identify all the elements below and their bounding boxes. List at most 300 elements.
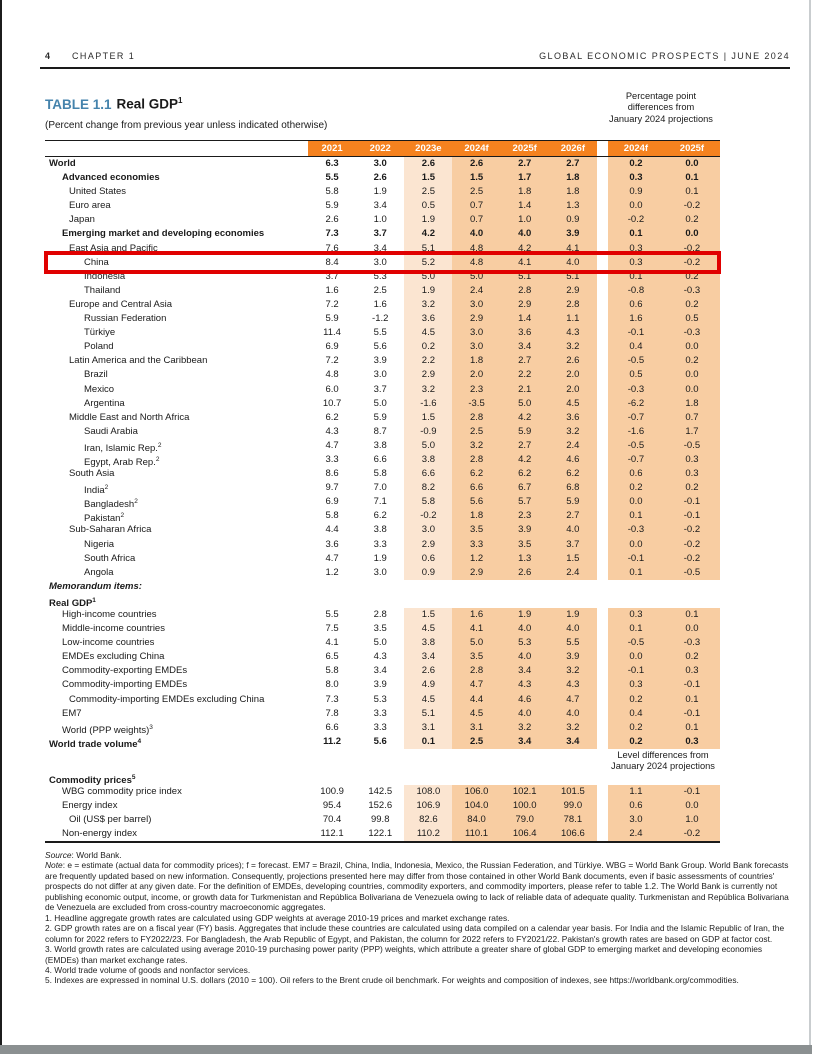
value-cell: 102.1 <box>501 785 549 799</box>
table-row <box>45 453 720 467</box>
table-row <box>45 199 720 213</box>
table-row <box>45 707 720 721</box>
value-cell: 5.0 <box>404 439 452 453</box>
value-cell: 3.7 <box>373 228 387 240</box>
diff-cell: 1.7 <box>664 425 720 439</box>
row-label-sup: 2 <box>104 484 109 492</box>
value-cell: 3.9 <box>549 650 597 664</box>
table-row <box>45 693 720 707</box>
value-cell: 4.0 <box>549 707 597 721</box>
diff-cell: -0.3 <box>608 383 664 397</box>
column-gap <box>597 594 608 608</box>
value-cell: 3.5 <box>373 623 387 635</box>
row-label: High-income countries <box>62 609 157 620</box>
row-label: Middle East and North Africa <box>69 411 190 423</box>
diff-cell: 0.2 <box>608 157 664 171</box>
value-cell: 11.4 <box>323 327 341 339</box>
value-cell: 122.1 <box>368 828 393 840</box>
value-cell: 5.9 <box>501 425 549 439</box>
value-cell: 2.9 <box>404 368 452 382</box>
value-cell: 106.6 <box>549 827 597 841</box>
value-cell: 99.8 <box>370 814 390 826</box>
value-cell: 6.6 <box>325 721 339 733</box>
value-cell: 0.5 <box>404 199 452 213</box>
value-cell: 5.1 <box>501 270 549 284</box>
diff-cell: 0.2 <box>664 354 720 368</box>
value-cell: 4.6 <box>501 693 549 707</box>
diff-cell: -6.2 <box>608 397 664 411</box>
value-cell: 2.2 <box>501 368 549 382</box>
value-cell: 8.4 <box>325 256 339 268</box>
page-number: 4 <box>45 51 51 61</box>
column-gap <box>597 326 608 340</box>
diff-cell: 0.3 <box>664 467 720 481</box>
table-bottom-rule <box>45 841 720 843</box>
value-cell: 3.0 <box>452 298 500 312</box>
table-row <box>45 523 720 537</box>
diff-cell: 0.1 <box>608 227 664 241</box>
value-cell: 2.7 <box>501 157 549 171</box>
value-cell: 5.8 <box>373 468 387 480</box>
column-gap <box>597 721 608 735</box>
row-label: Bangladesh$^2$ <box>84 498 138 510</box>
column-gap <box>597 771 608 785</box>
row-label-sup: 5 <box>131 773 136 781</box>
row-label: Commodity-importing EMDEs excluding China <box>69 693 265 705</box>
row-label: United States <box>69 186 127 198</box>
value-cell: 70.4 <box>322 814 342 826</box>
value-cell: 4.8 <box>452 242 500 256</box>
column-gap <box>597 538 608 552</box>
value-cell: 4.1 <box>501 256 549 270</box>
column-gap <box>597 340 608 354</box>
diff-cell: 3.0 <box>608 813 664 827</box>
column-gap <box>597 650 608 664</box>
value-cell: 8.7 <box>373 425 387 437</box>
value-cell: 3.3 <box>325 453 339 465</box>
value-cell: 2.5 <box>452 425 500 439</box>
value-cell: 2.6 <box>325 214 339 226</box>
diff-cell: 0.0 <box>664 383 720 397</box>
table-row <box>45 467 720 481</box>
column-gap <box>597 397 608 411</box>
header-label-cell <box>45 141 308 156</box>
column-gap <box>597 213 608 227</box>
value-cell: 5.0 <box>452 636 500 650</box>
value-cell: 5.1 <box>404 242 452 256</box>
diff-cell: -0.8 <box>608 284 664 298</box>
diff-cell: 0.0 <box>664 622 720 636</box>
diff-cell: -0.2 <box>664 242 720 256</box>
column-header: 2022 <box>356 141 404 156</box>
row-label: Thailand <box>84 284 121 296</box>
table-row <box>45 594 720 608</box>
value-cell: 6.9 <box>325 341 339 353</box>
value-cell: 5.5 <box>373 327 387 339</box>
value-cell: 0.9 <box>549 213 597 227</box>
diff-cell: 1.6 <box>608 312 664 326</box>
diff-cell: -0.2 <box>664 256 720 270</box>
column-gap <box>597 580 608 594</box>
column-gap <box>597 523 608 537</box>
value-cell: 4.7 <box>452 678 500 692</box>
column-gap <box>597 453 608 467</box>
value-cell: 1.3 <box>549 199 597 213</box>
value-cell: 5.6 <box>452 495 500 509</box>
row-label: India$^2$ <box>84 484 109 496</box>
value-cell: 3.6 <box>404 312 452 326</box>
page-edge-right <box>809 0 811 1046</box>
value-cell: 4.7 <box>325 552 339 564</box>
value-cell: 4.2 <box>404 227 452 241</box>
diff-cell: 0.2 <box>664 213 720 227</box>
value-cell <box>356 771 404 785</box>
value-cell: 4.9 <box>404 678 452 692</box>
table-row <box>45 552 720 566</box>
row-label: South Asia <box>69 468 115 480</box>
value-cell: 11.2 <box>323 735 342 747</box>
table-id-label: TABLE 1.1 <box>45 96 112 112</box>
row-label: EM7 <box>62 707 82 719</box>
pp-differences-caption <box>586 91 736 125</box>
value-cell: 5.8 <box>325 186 339 198</box>
table-row <box>45 185 720 199</box>
value-cell: 3.9 <box>501 523 549 537</box>
value-cell: 3.2 <box>404 298 452 312</box>
value-cell: 106.9 <box>404 799 452 813</box>
table-row <box>45 664 720 678</box>
diff-cell: 0.1 <box>608 270 664 284</box>
value-cell: 4.3 <box>373 651 387 663</box>
diff-cell: -0.7 <box>608 453 664 467</box>
value-cell: 10.7 <box>322 397 342 409</box>
diff-cell: 0.1 <box>664 185 720 199</box>
value-cell <box>404 580 452 594</box>
table-row <box>45 566 720 580</box>
page-edge-left <box>0 0 2 1053</box>
value-cell: 1.9 <box>404 213 452 227</box>
value-cell: 2.6 <box>404 157 452 171</box>
value-cell: 1.2 <box>452 552 500 566</box>
value-cell: 1.4 <box>501 312 549 326</box>
table-row <box>45 481 720 495</box>
value-cell: 1.9 <box>501 608 549 622</box>
diff-cell: 0.3 <box>664 735 720 749</box>
value-cell: 2.6 <box>373 172 387 184</box>
value-cell: 7.3 <box>325 228 339 240</box>
diff-cell: 0.3 <box>608 242 664 256</box>
value-cell: 2.0 <box>452 368 500 382</box>
value-cell: 6.5 <box>325 651 339 663</box>
column-gap <box>597 439 608 453</box>
row-label: Low-income countries <box>62 637 155 649</box>
diff-cell: 0.1 <box>664 171 720 185</box>
row-label: Advanced economies <box>62 172 160 184</box>
row-label-sup: 2 <box>120 512 125 520</box>
value-cell: 3.8 <box>404 453 452 467</box>
value-cell <box>452 771 500 785</box>
value-cell: 1.9 <box>404 284 452 298</box>
value-cell: 2.4 <box>549 439 597 453</box>
table-row <box>45 213 720 227</box>
value-cell: 2.5 <box>373 284 387 296</box>
value-cell: 4.5 <box>549 397 597 411</box>
diff-cell: 0.5 <box>608 368 664 382</box>
value-cell: 3.4 <box>501 664 549 678</box>
value-cell: 4.0 <box>549 256 597 270</box>
value-cell: 2.5 <box>452 185 500 199</box>
row-label: China <box>84 256 109 268</box>
highlight-box <box>44 251 721 274</box>
value-cell: 2.8 <box>373 609 387 620</box>
diff-cell: 0.3 <box>608 256 664 270</box>
diff-cell <box>608 771 664 785</box>
value-cell: 3.0 <box>452 340 500 354</box>
value-cell: 3.0 <box>452 326 500 340</box>
value-cell: 5.8 <box>404 495 452 509</box>
diff-cell: 0.3 <box>664 453 720 467</box>
value-cell: 6.2 <box>549 467 597 481</box>
diff-cell: 0.2 <box>608 481 664 495</box>
table-row <box>45 411 720 425</box>
value-cell: 5.9 <box>549 495 597 509</box>
value-cell: 1.8 <box>452 354 500 368</box>
row-label-sup: 1 <box>92 596 96 604</box>
diff-cell: 0.7 <box>664 411 720 425</box>
row-label: Europe and Central Asia <box>69 298 172 310</box>
diff-cell <box>608 594 664 608</box>
row-label-sup: 2 <box>134 498 138 506</box>
table-row <box>45 608 720 622</box>
caption-line: January 2024 projections <box>611 760 715 771</box>
value-cell: 5.9 <box>373 411 387 423</box>
row-label-sup: 2 <box>157 441 162 449</box>
value-cell <box>549 580 597 594</box>
diff-column-header: 2025f <box>664 141 720 156</box>
value-cell: 6.2 <box>452 467 500 481</box>
footnote-item: 4. World trade volume of goods and nonfactor services. <box>45 964 251 975</box>
value-cell: 2.3 <box>501 509 549 523</box>
value-cell: 3.2 <box>549 425 597 439</box>
value-cell: 3.8 <box>404 636 452 650</box>
value-cell: 8.6 <box>325 468 339 480</box>
value-cell: 5.2 <box>404 256 452 270</box>
row-label-sup: 3 <box>149 723 153 731</box>
diff-cell: 0.4 <box>608 707 664 721</box>
value-cell: 6.7 <box>501 481 549 495</box>
value-cell: 6.6 <box>452 481 500 495</box>
diff-cell <box>664 771 720 785</box>
footnote-item: 5. Indexes are expressed in nominal U.S. dollars (2010 = 100). Oil refers to the Brent crude oil benchmark. For weights and composition of indexes, see https://worldbank.org/commodities. <box>45 975 739 986</box>
value-cell: 0.6 <box>404 552 452 566</box>
row-label: Nigeria <box>84 538 115 550</box>
value-cell: 4.3 <box>501 678 549 692</box>
value-cell <box>549 594 597 608</box>
value-cell <box>501 580 549 594</box>
value-cell: 7.5 <box>325 623 339 635</box>
column-gap <box>597 411 608 425</box>
row-label: EMDEs excluding China <box>62 651 165 663</box>
value-cell: 4.7 <box>549 693 597 707</box>
diff-cell: 0.0 <box>664 227 720 241</box>
value-cell: 3.0 <box>373 158 387 169</box>
value-cell: 1.8 <box>549 185 597 199</box>
value-cell: 4.3 <box>549 326 597 340</box>
value-cell: 3.4 <box>373 200 387 212</box>
column-gap <box>597 141 608 156</box>
value-cell: 2.8 <box>549 298 597 312</box>
value-cell: 104.0 <box>452 799 500 813</box>
value-cell: 2.7 <box>501 354 549 368</box>
value-cell: -1.6 <box>404 397 452 411</box>
value-cell: 1.4 <box>501 199 549 213</box>
diff-cell: 1.1 <box>608 785 664 799</box>
table-row <box>45 650 720 664</box>
column-gap <box>597 495 608 509</box>
table-row <box>45 678 720 692</box>
diff-cell: -0.1 <box>608 664 664 678</box>
row-label: Energy index <box>62 800 118 812</box>
column-gap <box>597 467 608 481</box>
table-row <box>45 368 720 382</box>
diff-cell <box>608 580 664 594</box>
value-cell: 1.6 <box>452 608 500 622</box>
value-cell: 4.0 <box>501 622 549 636</box>
value-cell: 2.8 <box>452 411 500 425</box>
table-row <box>45 425 720 439</box>
column-gap <box>597 636 608 650</box>
value-cell: 7.2 <box>325 298 339 310</box>
row-label-sup: 4 <box>137 737 142 745</box>
value-cell: 3.8 <box>373 524 387 536</box>
value-cell: 3.0 <box>373 566 387 578</box>
row-label: Indonesia <box>84 270 126 282</box>
column-gap <box>597 813 608 827</box>
value-cell: 4.2 <box>501 453 549 467</box>
value-cell: 6.3 <box>325 158 339 169</box>
column-gap <box>597 707 608 721</box>
column-gap <box>597 608 608 622</box>
table-row <box>45 799 720 813</box>
column-gap <box>597 199 608 213</box>
row-label: Angola <box>84 566 114 578</box>
value-cell: 3.2 <box>452 439 500 453</box>
value-cell: 4.0 <box>501 650 549 664</box>
value-cell: 3.0 <box>373 256 387 268</box>
table-row <box>45 495 720 509</box>
row-label: World (PPP weights)$^3$ <box>62 723 153 735</box>
value-cell: -0.2 <box>404 509 452 523</box>
value-cell: 2.0 <box>549 368 597 382</box>
value-cell: 1.6 <box>373 298 387 310</box>
value-cell: 2.0 <box>549 383 597 397</box>
value-cell: 5.3 <box>501 636 549 650</box>
row-label: Argentina <box>84 397 125 409</box>
diff-cell: -0.2 <box>608 213 664 227</box>
value-cell: 7.6 <box>325 242 339 254</box>
diff-cell: -0.3 <box>664 284 720 298</box>
column-gap <box>597 785 608 799</box>
diff-cell: 1.8 <box>664 397 720 411</box>
value-cell: 99.0 <box>549 799 597 813</box>
table-row <box>45 636 720 650</box>
value-cell: 2.6 <box>404 664 452 678</box>
value-cell: 2.9 <box>452 566 500 580</box>
value-cell: 5.8 <box>325 510 339 522</box>
column-gap <box>597 425 608 439</box>
column-gap <box>597 693 608 707</box>
value-cell <box>501 771 549 785</box>
value-cell: 6.6 <box>404 467 452 481</box>
value-cell: 1.5 <box>452 171 500 185</box>
value-cell: 5.0 <box>452 270 500 284</box>
row-label: Commodity-importing EMDEs <box>62 679 188 691</box>
value-cell: 3.4 <box>549 735 597 749</box>
value-cell <box>356 594 404 608</box>
diff-cell: 0.6 <box>608 799 664 813</box>
value-cell: 6.2 <box>501 467 549 481</box>
value-cell: 9.7 <box>325 482 339 494</box>
value-cell: 2.8 <box>452 664 500 678</box>
row-label: Pakistan$^2$ <box>84 512 125 524</box>
value-cell: 2.3 <box>452 383 500 397</box>
value-cell: 78.1 <box>549 813 597 827</box>
diff-cell: -0.3 <box>664 326 720 340</box>
diff-cell: 0.0 <box>664 340 720 354</box>
diff-cell: -0.5 <box>664 566 720 580</box>
caption-spacer <box>45 749 720 771</box>
value-cell: 4.3 <box>549 678 597 692</box>
value-cell: 142.5 <box>368 786 393 798</box>
diff-cell: -0.1 <box>608 552 664 566</box>
value-cell: 6.2 <box>373 510 387 522</box>
value-cell: 2.1 <box>501 383 549 397</box>
column-gap <box>597 664 608 678</box>
diff-cell: -0.2 <box>664 538 720 552</box>
value-cell: 2.7 <box>501 439 549 453</box>
diff-cell: -0.1 <box>664 785 720 799</box>
column-gap <box>597 799 608 813</box>
table-row <box>45 509 720 523</box>
diff-cell: 1.0 <box>664 813 720 827</box>
value-cell: 1.9 <box>373 552 387 564</box>
column-gap <box>597 368 608 382</box>
diff-cell: 0.6 <box>608 467 664 481</box>
value-cell: 1.0 <box>373 214 387 226</box>
column-header: 2021 <box>308 141 356 156</box>
column-gap <box>597 509 608 523</box>
table-row <box>45 383 720 397</box>
footnote-item: 3. World growth rates are calculated using average 2010-19 purchasing power parity (PPP) weights, which attribute a greater share of global GDP to emerging market and developing economies (EMDEs) than market exchange rates. <box>45 944 763 965</box>
value-cell: 5.1 <box>404 707 452 721</box>
column-gap <box>597 354 608 368</box>
diff-cell: -0.1 <box>664 707 720 721</box>
column-gap <box>597 312 608 326</box>
footnotes <box>45 850 791 986</box>
value-cell: 4.4 <box>452 693 500 707</box>
row-label: Russian Federation <box>84 313 167 325</box>
value-cell: 3.0 <box>373 369 387 381</box>
column-gap <box>597 185 608 199</box>
value-cell: 3.2 <box>549 721 597 735</box>
value-cell: 3.3 <box>373 538 387 550</box>
value-cell: 3.1 <box>452 721 500 735</box>
column-gap <box>597 284 608 298</box>
caption-line: differences from <box>627 102 695 113</box>
column-gap <box>597 383 608 397</box>
diff-cell: -0.3 <box>608 523 664 537</box>
value-cell: 4.0 <box>501 707 549 721</box>
